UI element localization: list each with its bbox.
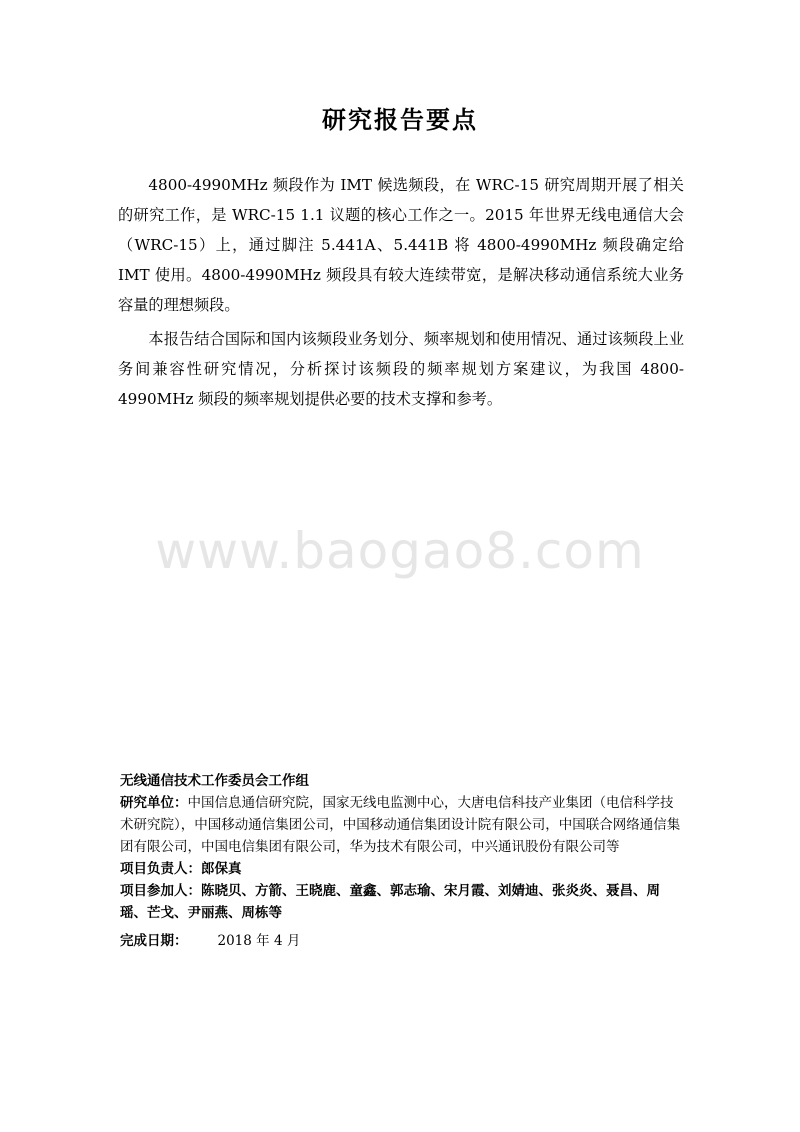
research-units-value: 中国信息通信研究院，国家无线电监测中心，大唐电信科技产业集团（电信科学技术研究院），中国移动通信集团公司，中国移动通信集团设计院有限公司，中国联合网络通信集团有限公司，中国电信集团有限公司，华为技术有限公司，中兴通讯股份有限公司等	[120, 795, 681, 855]
project-leader	[120, 858, 686, 880]
completion-date	[120, 930, 686, 952]
completion-date-label: 完成日期：	[120, 933, 188, 949]
project-members	[120, 880, 686, 924]
summary-paragraph-2: 本报告结合国际和国内该频段业务划分、频率规划和使用情况、通过该频段上业务间兼容性研究情况，分析探讨该频段的频率规划方案建议，为我国 4800-4990MHz 频段的频率规划提供必要的技术支撑和参考。	[118, 330, 684, 408]
project-members-value: 陈晓贝、方箭、王晓鹿、童鑫、郭志瑜、宋月霞、刘婧迪、张炎炎、聂昌、周瑶、芒戈、尹丽燕、周栋等	[120, 883, 660, 921]
watermark: www.baogao8.com	[155, 522, 645, 580]
research-units-label: 研究单位：	[120, 795, 188, 811]
summary-body	[118, 170, 684, 418]
project-info	[120, 770, 686, 952]
working-group: 无线通信技术工作委员会工作组	[120, 773, 309, 789]
completion-date-value: 2018 年 4 月	[217, 933, 301, 949]
project-leader-label: 项目负责人：	[120, 861, 201, 877]
project-leader-value: 郎保真	[201, 861, 242, 877]
summary-paragraph-1: 4800-4990MHz 频段作为 IMT 候选频段，在 WRC-15 研究周期开展了相关的研究工作，是 WRC-15 1.1 议题的核心工作之一。2015 年世界无线电通信大会（WRC-15）上，通过脚注 5.441A、5.441B 将 4800-4990MHz 频段确定给 IMT 使用。4800-4990MHz 频段具有较大连续带宽，是解决移动通信系统大业务容量的理想频段。	[118, 176, 684, 314]
page-title: 研究报告要点	[322, 105, 478, 134]
project-members-label: 项目参加人：	[120, 883, 201, 899]
research-units	[120, 792, 686, 858]
